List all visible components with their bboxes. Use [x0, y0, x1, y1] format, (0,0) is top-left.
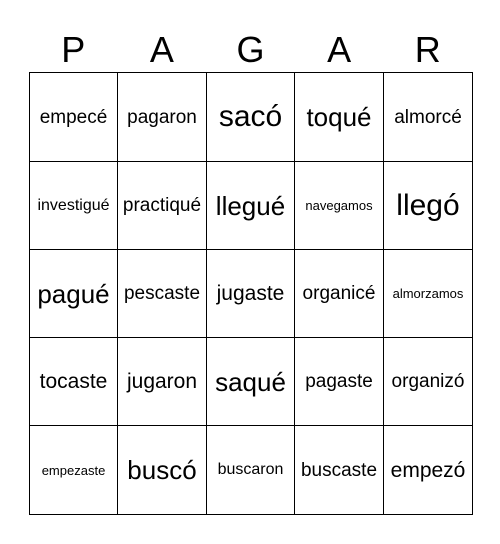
bingo-cell[interactable]: buscaron — [207, 426, 295, 514]
bingo-cell[interactable]: empecé — [30, 73, 118, 162]
header-letter-g: G — [236, 29, 265, 70]
bingo-cell[interactable]: organicé — [295, 250, 384, 338]
bingo-cell[interactable]: jugaron — [118, 338, 207, 426]
bingo-cell[interactable]: investigué — [30, 162, 118, 250]
bingo-cell[interactable]: buscaste — [295, 426, 384, 514]
bingo-cell[interactable]: sacó — [207, 73, 295, 162]
bingo-header — [29, 28, 472, 72]
bingo-cell[interactable]: practiqué — [118, 162, 207, 250]
bingo-cell[interactable]: almorzamos — [384, 250, 472, 338]
header-letter-p: P — [61, 29, 86, 70]
bingo-cell[interactable]: saqué — [207, 338, 295, 426]
bingo-cell[interactable]: pagaron — [118, 73, 207, 162]
bingo-cell[interactable]: tocaste — [30, 338, 118, 426]
bingo-cell[interactable]: llegó — [384, 162, 472, 250]
bingo-cell[interactable]: pagué — [30, 250, 118, 338]
bingo-cell[interactable]: llegué — [207, 162, 295, 250]
bingo-board — [29, 72, 473, 515]
bingo-cell[interactable]: buscó — [118, 426, 207, 514]
bingo-cell[interactable]: empezaste — [30, 426, 118, 514]
bingo-cell[interactable]: almorcé — [384, 73, 472, 162]
bingo-cell[interactable]: organizó — [384, 338, 472, 426]
bingo-cell[interactable]: pagaste — [295, 338, 384, 426]
bingo-cell[interactable]: jugaste — [207, 250, 295, 338]
bingo-cell[interactable]: navegamos — [295, 162, 384, 250]
header-letter-a: A — [149, 29, 174, 70]
header-letter-r: R — [414, 29, 441, 70]
bingo-cell[interactable]: empezó — [390, 458, 466, 482]
header-letter-a-second: A — [327, 29, 352, 70]
bingo-cell[interactable]: toqué — [295, 73, 384, 162]
bingo-cell[interactable]: pescaste — [118, 250, 207, 338]
